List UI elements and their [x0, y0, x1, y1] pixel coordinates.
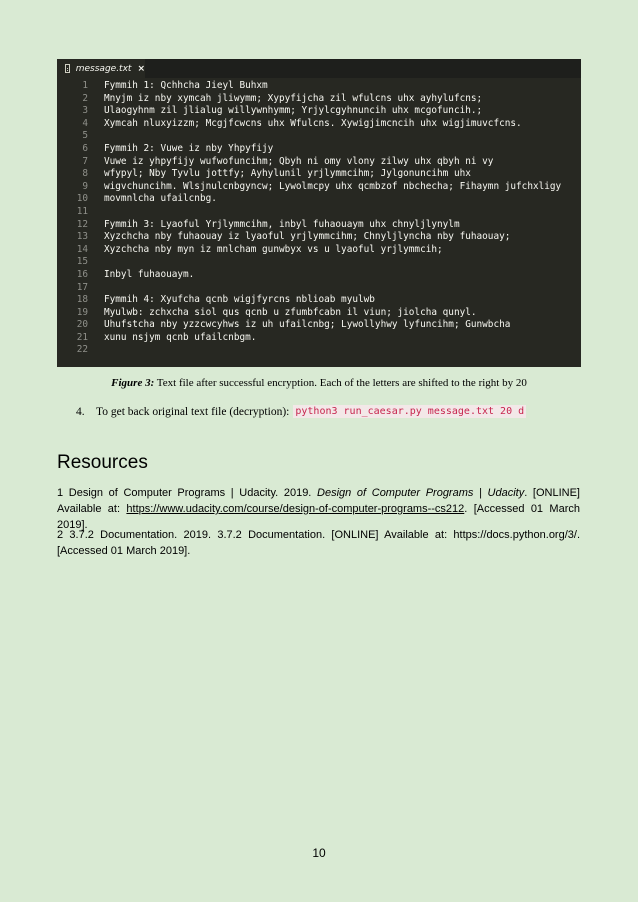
- ref1-suffix: . [Accessed 01 March 2019].: [57, 503, 580, 531]
- line-number: 20: [76, 319, 88, 331]
- line-number: 7: [82, 155, 88, 167]
- code-line: [57, 105, 581, 118]
- line-number: 9: [82, 180, 88, 192]
- line-number: 19: [76, 306, 88, 318]
- section-heading: Resources: [57, 452, 148, 473]
- code-editor-screenshot: [57, 59, 581, 367]
- code-line: [57, 294, 581, 307]
- code-line: [57, 93, 581, 106]
- line-text: Myulwb: zchxcha siol qus qcnb u zfumbfcabn il viun; jiolcha qunyl.: [104, 306, 477, 318]
- line-number: 18: [76, 294, 88, 306]
- code-line: [57, 344, 581, 357]
- code-area: [57, 78, 581, 367]
- code-line: [57, 206, 581, 219]
- line-number: 1: [82, 80, 88, 91]
- line-text: Inbyl fuhaouaym.: [104, 268, 195, 280]
- list-number: 4.: [76, 405, 85, 418]
- code-line: [57, 269, 581, 282]
- list-item-decryption: [76, 405, 526, 418]
- ref1-mid: . [ONLINE] Available at:: [57, 487, 580, 515]
- line-number: 10: [76, 193, 88, 205]
- code-line: [57, 256, 581, 269]
- code-line: [57, 319, 581, 332]
- code-line: [57, 143, 581, 156]
- line-number: 22: [76, 344, 88, 356]
- line-number: 11: [76, 205, 88, 217]
- line-number: 21: [76, 331, 88, 343]
- step-text: To get back original text file (decryption):: [96, 405, 290, 418]
- line-text: Uhufstcha nby yzzcwcyhws iz uh ufailcnbg; Lywollyhwy lyfuncihm; Gunwbcha: [104, 319, 511, 331]
- ref1-prefix: 1 Design of Computer Programs | Udacity. 2019.: [57, 487, 318, 499]
- reference-2: 2 3.7.2 Documentation. 2019. 3.7.2 Documentation. [ONLINE] Available at: https://docs.python.org/3/. [Accessed 01 March 2019].: [57, 529, 580, 557]
- line-text: wigvchuncihm. Wlsjnulcnbgyncw; Lywolmcpy uhx qcmbzof nbchecha; Fihaymn jufchxligy: [104, 180, 562, 192]
- line-text: Xyzchcha nby fuhaouay iz lyaoful yrjlymmcihm; Chnyljlyncha nby fuhaouay;: [104, 231, 511, 243]
- line-text: wfypyl; Nby Tyvlu jottfy; Ayhylunil yrjlymmcihm; Jylgonuncihm uhx: [104, 168, 471, 180]
- line-text: xunu nsjym qcnb ufailcnbgm.: [104, 331, 257, 343]
- code-line: [57, 193, 581, 206]
- code-line: [57, 219, 581, 232]
- line-text: Fymmih 4: Xyufcha qcnb wigjfyrcns nblioab myulwb: [104, 294, 375, 306]
- line-number: 4: [82, 117, 88, 129]
- line-number: 2: [82, 92, 88, 104]
- line-number: 3: [82, 105, 88, 117]
- line-text: Fymmih 1: Qchhcha Jieyl Buhxm: [104, 80, 268, 91]
- command-code: python3 run_caesar.py message.txt 20 d: [295, 406, 525, 417]
- code-line: [57, 332, 581, 345]
- close-icon[interactable]: ×: [137, 63, 145, 74]
- line-text: Mnyjm iz nby xymcah jliwymm; Xypyfijcha zil wfulcns uhx ayhylufcns;: [104, 92, 483, 104]
- ref1-link[interactable]: https://www.udacity.com/course/design-of-computer-programs--cs212: [126, 503, 465, 515]
- code-line: [57, 244, 581, 257]
- line-number: 16: [76, 268, 88, 280]
- ref1-title: Design of Computer Programs | Udacity: [317, 487, 525, 499]
- line-number: 15: [76, 256, 88, 268]
- code-line: [57, 130, 581, 143]
- line-number: 17: [76, 281, 88, 293]
- line-number: 14: [76, 243, 88, 255]
- editor-tab[interactable]: [57, 59, 145, 78]
- page-number: 10: [312, 846, 326, 860]
- tab-filename: message.txt: [75, 63, 132, 74]
- editor-tab-bar: [57, 59, 581, 78]
- code-line: [57, 282, 581, 295]
- line-number: 13: [76, 231, 88, 243]
- line-number: 5: [82, 130, 88, 142]
- code-line: [57, 307, 581, 320]
- line-text: Ulaogyhnm zil jlialug willywnhymm; Yrjylcgyhnuncih uhx mcgofuncih.;: [104, 105, 483, 117]
- line-number: 8: [82, 168, 88, 180]
- line-text: movmnlcha ufailcnbg.: [104, 193, 217, 205]
- reference-1: [57, 485, 580, 533]
- code-line: [57, 168, 581, 181]
- code-line: [57, 118, 581, 131]
- line-text: Fymmih 3: Lyaoful Yrjlymmcihm, inbyl fuhaouaym uhx chnyljlynylm: [104, 218, 460, 230]
- code-line: [57, 80, 581, 93]
- figure-caption: [0, 377, 638, 389]
- figure-label: Figure 3:: [111, 377, 155, 389]
- line-text: Xymcah nluxyizzm; Mcgjfcwcns uhx Wfulcns. Xywigjimcncih uhx wigjimuvcfcns.: [104, 117, 522, 129]
- line-text: Fymmih 2: Vuwe iz nby Yhpyfijy: [104, 142, 274, 154]
- line-text: Xyzchcha nby myn iz mnlcham gunwbyx vs u lyaoful yrjlymmcih;: [104, 243, 443, 255]
- line-number: 12: [76, 218, 88, 230]
- code-line: [57, 156, 581, 169]
- line-text: Vuwe iz yhpyfijy wufwofuncihm; Qbyh ni omy vlony zilwy uhx qbyh ni vy: [104, 155, 494, 167]
- file-icon: [65, 64, 70, 73]
- code-line: [57, 181, 581, 194]
- line-number: 6: [82, 142, 88, 154]
- figure-caption-text: Text file after successful encryption. Each of the letters are shifted to the right by 20: [154, 377, 527, 389]
- code-line: [57, 231, 581, 244]
